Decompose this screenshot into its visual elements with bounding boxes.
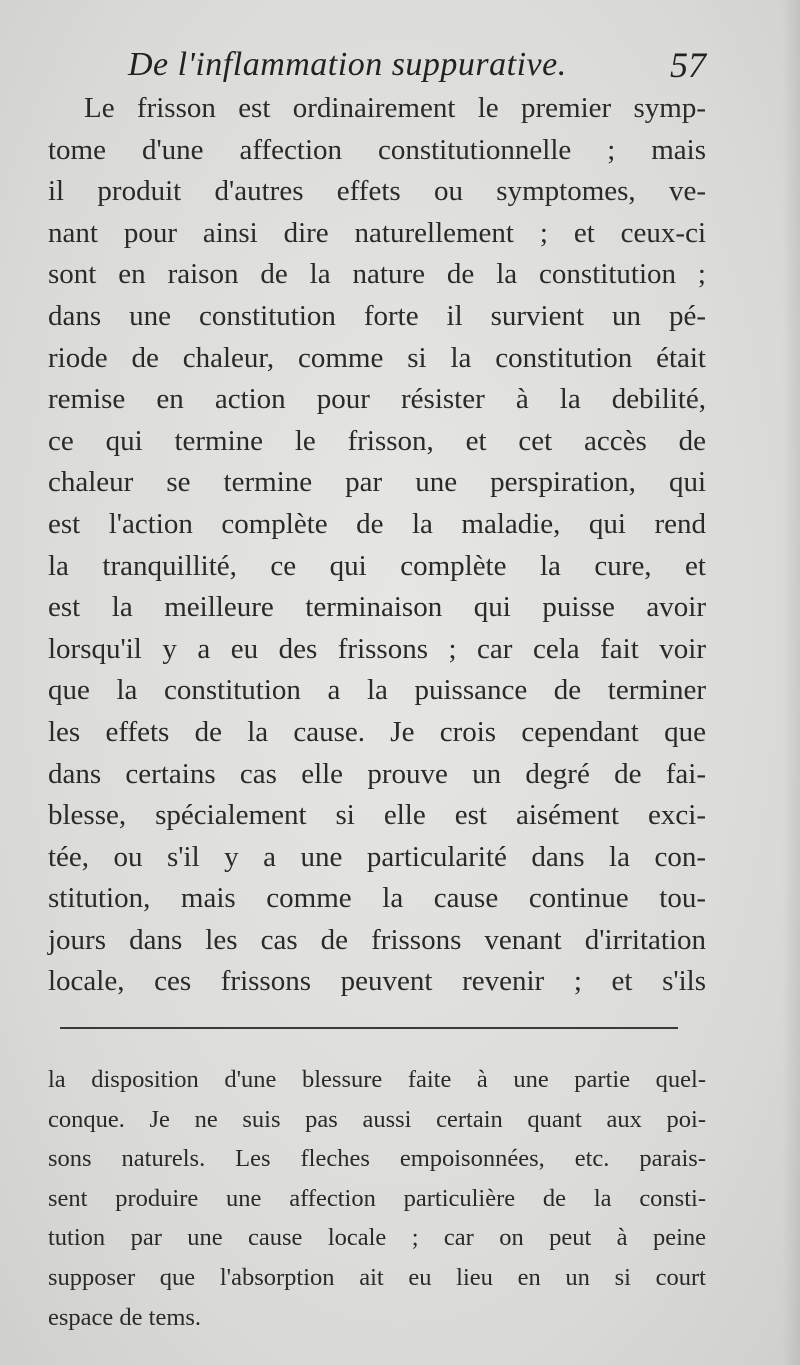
text-line: remise en action pour résister à la debilité, <box>48 383 706 416</box>
text-line: sont en raison de la nature de la constitution ; <box>48 258 706 291</box>
footnote-line: la disposition d'une blessure faite à une partie quel- <box>48 1066 706 1093</box>
footnote-rule <box>60 1027 678 1029</box>
footnote-line: supposer que l'absorption ait eu lieu en un si court <box>48 1263 706 1291</box>
text-line: locale, ces frissons peuvent revenir ; et s'ils <box>48 965 706 998</box>
text-line: stitution, mais comme la cause continue tou- <box>48 882 706 915</box>
running-head <box>128 42 708 92</box>
text-line: dans certains cas elle prouve un degré de fai- <box>48 757 706 790</box>
text-line: tée, ou s'il y a une particularité dans la con- <box>48 840 706 873</box>
page-edge-shadow <box>782 0 800 1365</box>
footnote <box>48 1060 706 1337</box>
main-text <box>48 88 706 1003</box>
text-line: ce qui termine le frisson, et cet accès de <box>48 424 706 457</box>
page-number: 57 <box>670 45 706 85</box>
text-line: lorsqu'il y a eu des frissons ; car cela fait voir <box>48 632 706 665</box>
footnote-line: tution par une cause locale ; car on peut à peine <box>48 1224 706 1252</box>
text-line: est la meilleure terminaison qui puisse avoir <box>48 591 706 624</box>
text-line: la tranquillité, ce qui complète la cure, et <box>48 549 706 582</box>
text-line: nant pour ainsi dire naturellement ; et ceux-ci <box>48 216 706 249</box>
text-line: chaleur se termine par une perspiration, qui <box>48 466 706 499</box>
text-line: Le frisson est ordinairement le premier symp- <box>84 92 706 124</box>
text-line: est l'action complète de la maladie, qui rend <box>48 507 706 540</box>
text-line: que la constitution a la puissance de terminer <box>48 674 706 707</box>
text-line: il produit d'autres effets ou symptomes, ve- <box>48 175 706 208</box>
text-line: riode de chaleur, comme si la constitution était <box>48 341 706 374</box>
footnote-line: conque. Je ne suis pas aussi certain quant aux poi- <box>48 1105 706 1133</box>
footnote-line: sons naturels. Les fleches empoisonnées, etc. parais- <box>48 1145 706 1173</box>
chapter-title: De l'inflammation suppurative. <box>128 46 567 83</box>
footnote-line: espace de tems. <box>48 1303 202 1331</box>
text-line: tome d'une affection constitutionnelle ; mais <box>48 133 706 166</box>
text-line: dans une constitution forte il survient un pé- <box>48 299 706 332</box>
text-line: jours dans les cas de frissons venant d'irritation <box>48 923 706 956</box>
text-line: les effets de la cause. Je crois cependant que <box>48 715 706 748</box>
footnote-line: sent produire une affection particulière de la consti- <box>48 1184 706 1212</box>
text-line: blesse, spécialement si elle est aisément exci- <box>48 799 706 832</box>
